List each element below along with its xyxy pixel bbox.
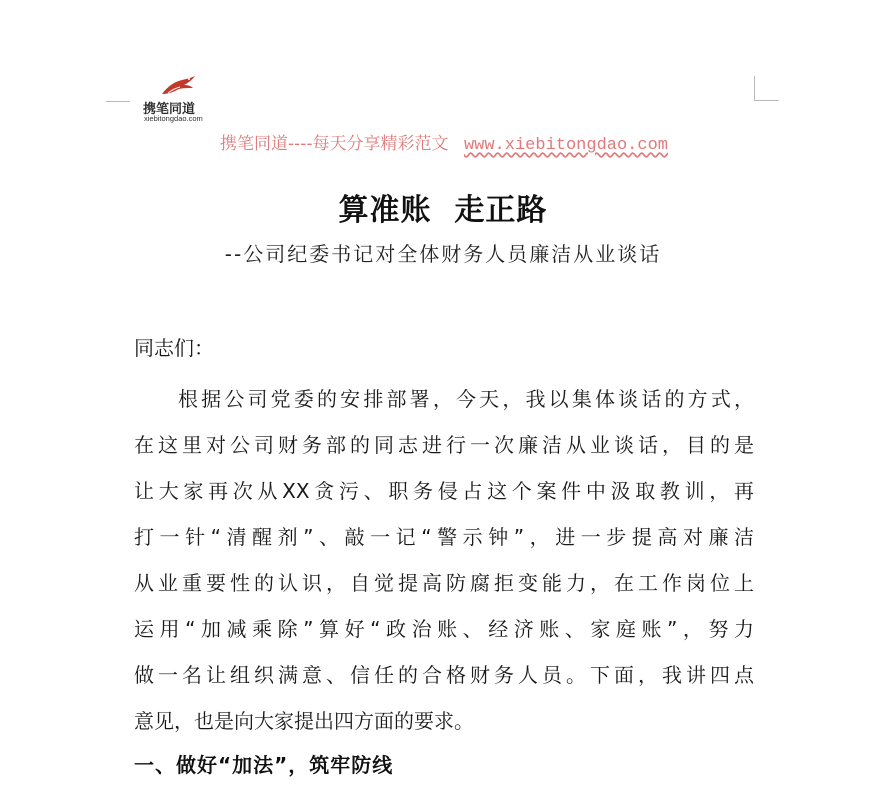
paragraph-line: 根据公司党委的安排部署，今天，我以集体谈话的方式， (178, 387, 754, 411)
body-paragraph (134, 376, 754, 744)
margin-corner-marker-left (106, 84, 130, 102)
tagline-text: 携笔同道----每天分享精彩范文 (220, 134, 449, 154)
paragraph-line: 在这里对公司财务部的同志进行一次廉洁从业谈话，目的是 (134, 433, 754, 457)
paragraph-line: 运用“加减乘除”算好“政治账、经济账、家庭账”，努力 (134, 617, 754, 641)
logo-bird-icon (158, 74, 198, 100)
paragraph-line: 让大家再次从XX贪污、职务侵占这个案件中汲取教训，再 (134, 479, 754, 503)
paragraph-line: 做一名让组织满意、信任的合格财务人员。下面，我讲四点 (134, 663, 754, 687)
paragraph-line: 打一针“清醒剂”、敲一记“警示钟”，进一步提高对廉洁 (134, 525, 754, 549)
paragraph-line: 从业重要性的认识，自觉提高防腐拒变能力，在工作岗位上 (134, 571, 754, 595)
margin-corner-marker-right (754, 76, 779, 101)
site-link[interactable]: www.xiebitongdao.com (463, 136, 668, 155)
paragraph-line: 意见，也是向大家提出四方面的要求。 (134, 709, 474, 733)
logo-url: xiebitongdao.com (144, 114, 203, 123)
site-logo (140, 74, 220, 124)
header-tagline (220, 129, 668, 155)
greeting: 同志们： (134, 336, 214, 360)
logo-name: 携笔同道 (143, 102, 196, 117)
document-subtitle: --公司纪委书记对全体财务人员廉洁从业谈话 (224, 242, 662, 266)
document-title: 算准账 走正路 (338, 193, 548, 228)
section-heading: 一、做好“加法”，筑牢防线 (134, 753, 394, 777)
